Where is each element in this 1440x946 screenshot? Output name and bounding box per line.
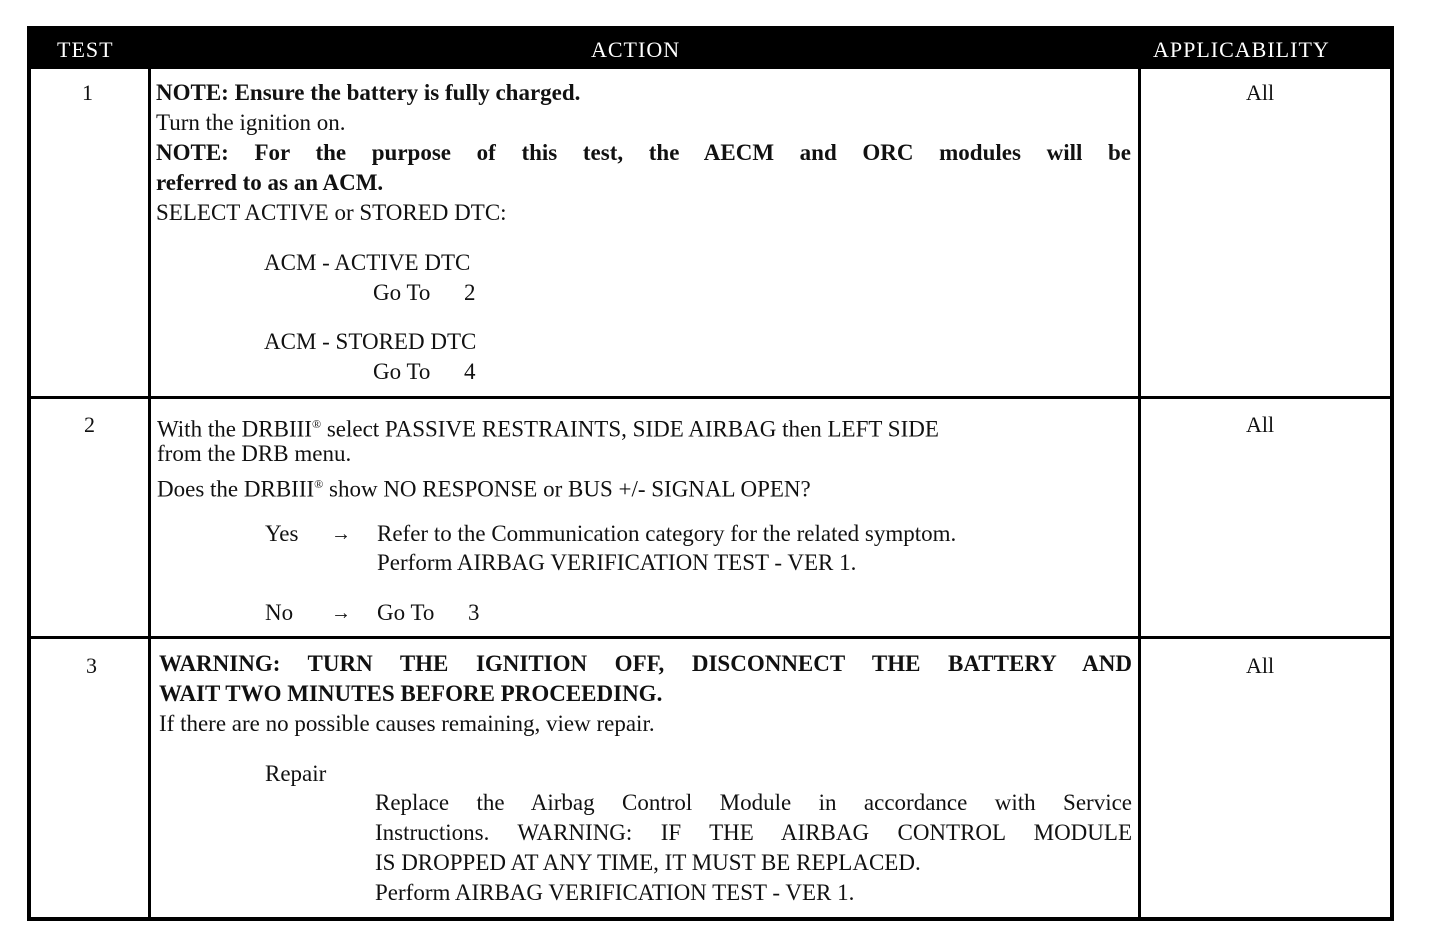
instruction-view-repair: If there are no possible causes remaining, view repair. [159, 711, 655, 736]
arrow-right-icon: → [331, 602, 351, 624]
note-acm: NOTE: For the purpose of this test, the AECM and ORC modules will be [156, 140, 1131, 165]
applicability-value: All [1246, 80, 1275, 105]
instruction-drb-select: With the DRBIII® select PASSIVE RESTRAINTS, SIDE AIRBAG then LEFT SIDE [157, 416, 939, 442]
row-divider [31, 396, 1390, 399]
table-header [31, 30, 1390, 69]
option-active-dtc: ACM - ACTIVE DTC [264, 250, 471, 275]
applicability-value: All [1246, 412, 1275, 437]
column-divider [148, 69, 151, 917]
answer-no-label: No [265, 600, 294, 625]
instruction-ignition: Turn the ignition on. [156, 110, 346, 135]
header-test: TEST [57, 37, 114, 62]
goto-label: Go To [377, 600, 435, 625]
arrow-right-icon: → [331, 523, 351, 545]
repair-line-3: IS DROPPED AT ANY TIME, IT MUST BE REPLACED. [375, 850, 921, 875]
warning-ignition-cont: WAIT TWO MINUTES BEFORE PROCEEDING. [159, 681, 663, 706]
goto-target: 4 [464, 359, 476, 384]
goto-target: 3 [468, 600, 480, 625]
repair-line-4: Perform AIRBAG VERIFICATION TEST - VER 1. [375, 880, 855, 905]
yes-action-line-2: Perform AIRBAG VERIFICATION TEST - VER 1. [377, 550, 857, 575]
row-divider [31, 636, 1390, 639]
option-stored-dtc: ACM - STORED DTC [264, 329, 477, 354]
header-applicability: APPLICABILITY [1153, 37, 1330, 62]
answer-yes-label: Yes [265, 521, 299, 546]
test-number: 2 [84, 412, 95, 437]
select-prompt: SELECT ACTIVE or STORED DTC: [156, 200, 507, 225]
note-battery: NOTE: Ensure the battery is fully charged. [156, 80, 581, 105]
instruction-drb-menu: from the DRB menu. [157, 441, 352, 466]
note-acm-cont: referred to as an ACM. [156, 170, 384, 195]
applicability-value: All [1246, 653, 1275, 678]
test-number: 1 [82, 80, 93, 105]
warning-ignition: WARNING: TURN THE IGNITION OFF, DISCONNECT THE BATTERY AND [159, 651, 1132, 676]
diagnostic-table [27, 26, 1394, 921]
test-number: 3 [86, 653, 97, 678]
question-no-response: Does the DRBIII® show NO RESPONSE or BUS +/- SIGNAL OPEN? [157, 476, 811, 502]
yes-action-line-1: Refer to the Communication category for the related symptom. [377, 521, 957, 546]
goto-label: Go To [373, 359, 431, 384]
goto-label: Go To [373, 280, 431, 305]
column-divider [1138, 69, 1141, 917]
repair-line-2: Instructions. WARNING: IF THE AIRBAG CONTROL MODULE [375, 820, 1132, 845]
goto-target: 2 [464, 280, 476, 305]
header-action: ACTION [591, 37, 681, 62]
repair-line-1: Replace the Airbag Control Module in accordance with Service [375, 790, 1132, 815]
repair-label: Repair [265, 761, 327, 786]
